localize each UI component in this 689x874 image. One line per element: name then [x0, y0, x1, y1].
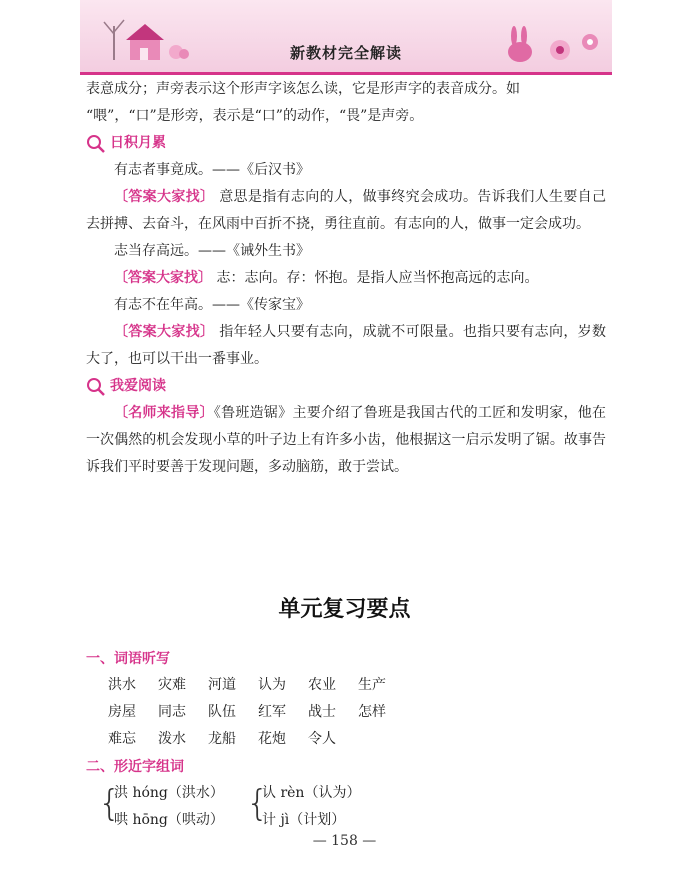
vocab-word: 龙船 — [208, 731, 236, 747]
guide-paragraph — [86, 400, 606, 481]
vocab-word: 房屋 — [108, 704, 136, 720]
similar-char-item: 计 jì（计划） — [262, 812, 346, 828]
vocab-word: 令人 — [308, 731, 336, 747]
section-title: 日积月累 — [110, 135, 166, 151]
section-heading-rijiyuelei — [86, 130, 606, 157]
magnifier-icon — [86, 377, 106, 397]
answer-text: 意思是指有志向的人，做事终究会成功。告诉我们人生要自己去拼搏、去奋斗，在风雨中百折不挠，勇往直前。有志向的人，做事一定会成功。 — [86, 189, 607, 232]
vocab-word: 农业 — [308, 677, 336, 693]
answer-paragraph — [86, 265, 606, 292]
answer-text: 志：志向。存：怀抱。是指人应当怀抱高远的志向。 — [216, 270, 539, 286]
vocab-word: 河道 — [208, 677, 236, 693]
main-content — [86, 76, 606, 481]
intro-line-1: 表意成分；声旁表示这个形声字该怎么读，它是形声字的表音成分。如 — [86, 81, 520, 97]
answer-text: 指年轻人只要有志向，成就不可限量。也指只要有志向，岁数大了，也可以干出一番事业。 — [86, 324, 607, 367]
vocab-word: 认为 — [258, 677, 286, 693]
vocab-row — [108, 674, 408, 694]
section-title: 我爱阅读 — [110, 378, 166, 394]
answer-label: 〔答案大家找〕 — [114, 189, 215, 205]
similar-chars-heading: 二、形近字组词 — [86, 759, 184, 775]
vocab-word: 洪水 — [108, 677, 136, 693]
section-heading-woaiyuedu — [86, 373, 606, 400]
vocab-word: 战士 — [308, 704, 336, 720]
intro-line-2: “喂”，“口”是形旁，表示是“口”的动作，“畏”是声旁。 — [86, 108, 424, 124]
answer-label: 〔答案大家找〕 — [114, 324, 215, 340]
vocab-word: 红军 — [258, 704, 286, 720]
vocab-heading: 一、词语听写 — [86, 651, 170, 667]
vocab-word: 生产 — [358, 677, 386, 693]
answer-paragraph — [86, 184, 606, 238]
quote: 志当存高远。——《诫外生书》 — [114, 243, 310, 259]
brace-icon: { — [246, 783, 269, 824]
quote: 有志不在年高。——《传家宝》 — [114, 297, 310, 313]
vocab-word: 花炮 — [258, 731, 286, 747]
similar-char-item: 认 rèn（认为） — [262, 785, 361, 801]
unit-review-title: 单元复习要点 — [278, 596, 411, 622]
vocab-word: 同志 — [158, 704, 186, 720]
quote: 有志者事竟成。——《后汉书》 — [114, 162, 310, 178]
answer-label: 〔答案大家找〕 — [114, 270, 212, 286]
guide-label: 〔名师来指导〕 — [114, 405, 214, 421]
header-title: 新教材完全解读 — [289, 44, 402, 62]
vocab-word: 队伍 — [208, 704, 236, 720]
vocab-word: 灾难 — [158, 677, 186, 693]
vocab-word: 怎样 — [358, 704, 386, 720]
similar-char-item: 哄 hōng（哄动） — [114, 812, 224, 828]
guide-text: 《鲁班造锯》主要介绍了鲁班是我国古代的工匠和发明家，他在一次偶然的机会发现小草的叶子边上有许多小齿，他根据这一启示发明了锯。故事告诉我们平时要善于发现问题，多动脑筋，敢于尝试。 — [86, 405, 607, 475]
page-number: — 158 — — [312, 833, 377, 849]
vocab-row — [108, 728, 358, 748]
vocab-word: 难忘 — [108, 731, 136, 747]
page-header — [80, 0, 612, 75]
answer-paragraph — [86, 319, 606, 373]
brace-icon: { — [98, 783, 121, 824]
vocab-row — [108, 701, 408, 721]
similar-char-item: 洪 hóng（洪水） — [114, 785, 224, 801]
vocab-word: 泼水 — [158, 731, 186, 747]
magnifier-icon — [86, 134, 106, 154]
